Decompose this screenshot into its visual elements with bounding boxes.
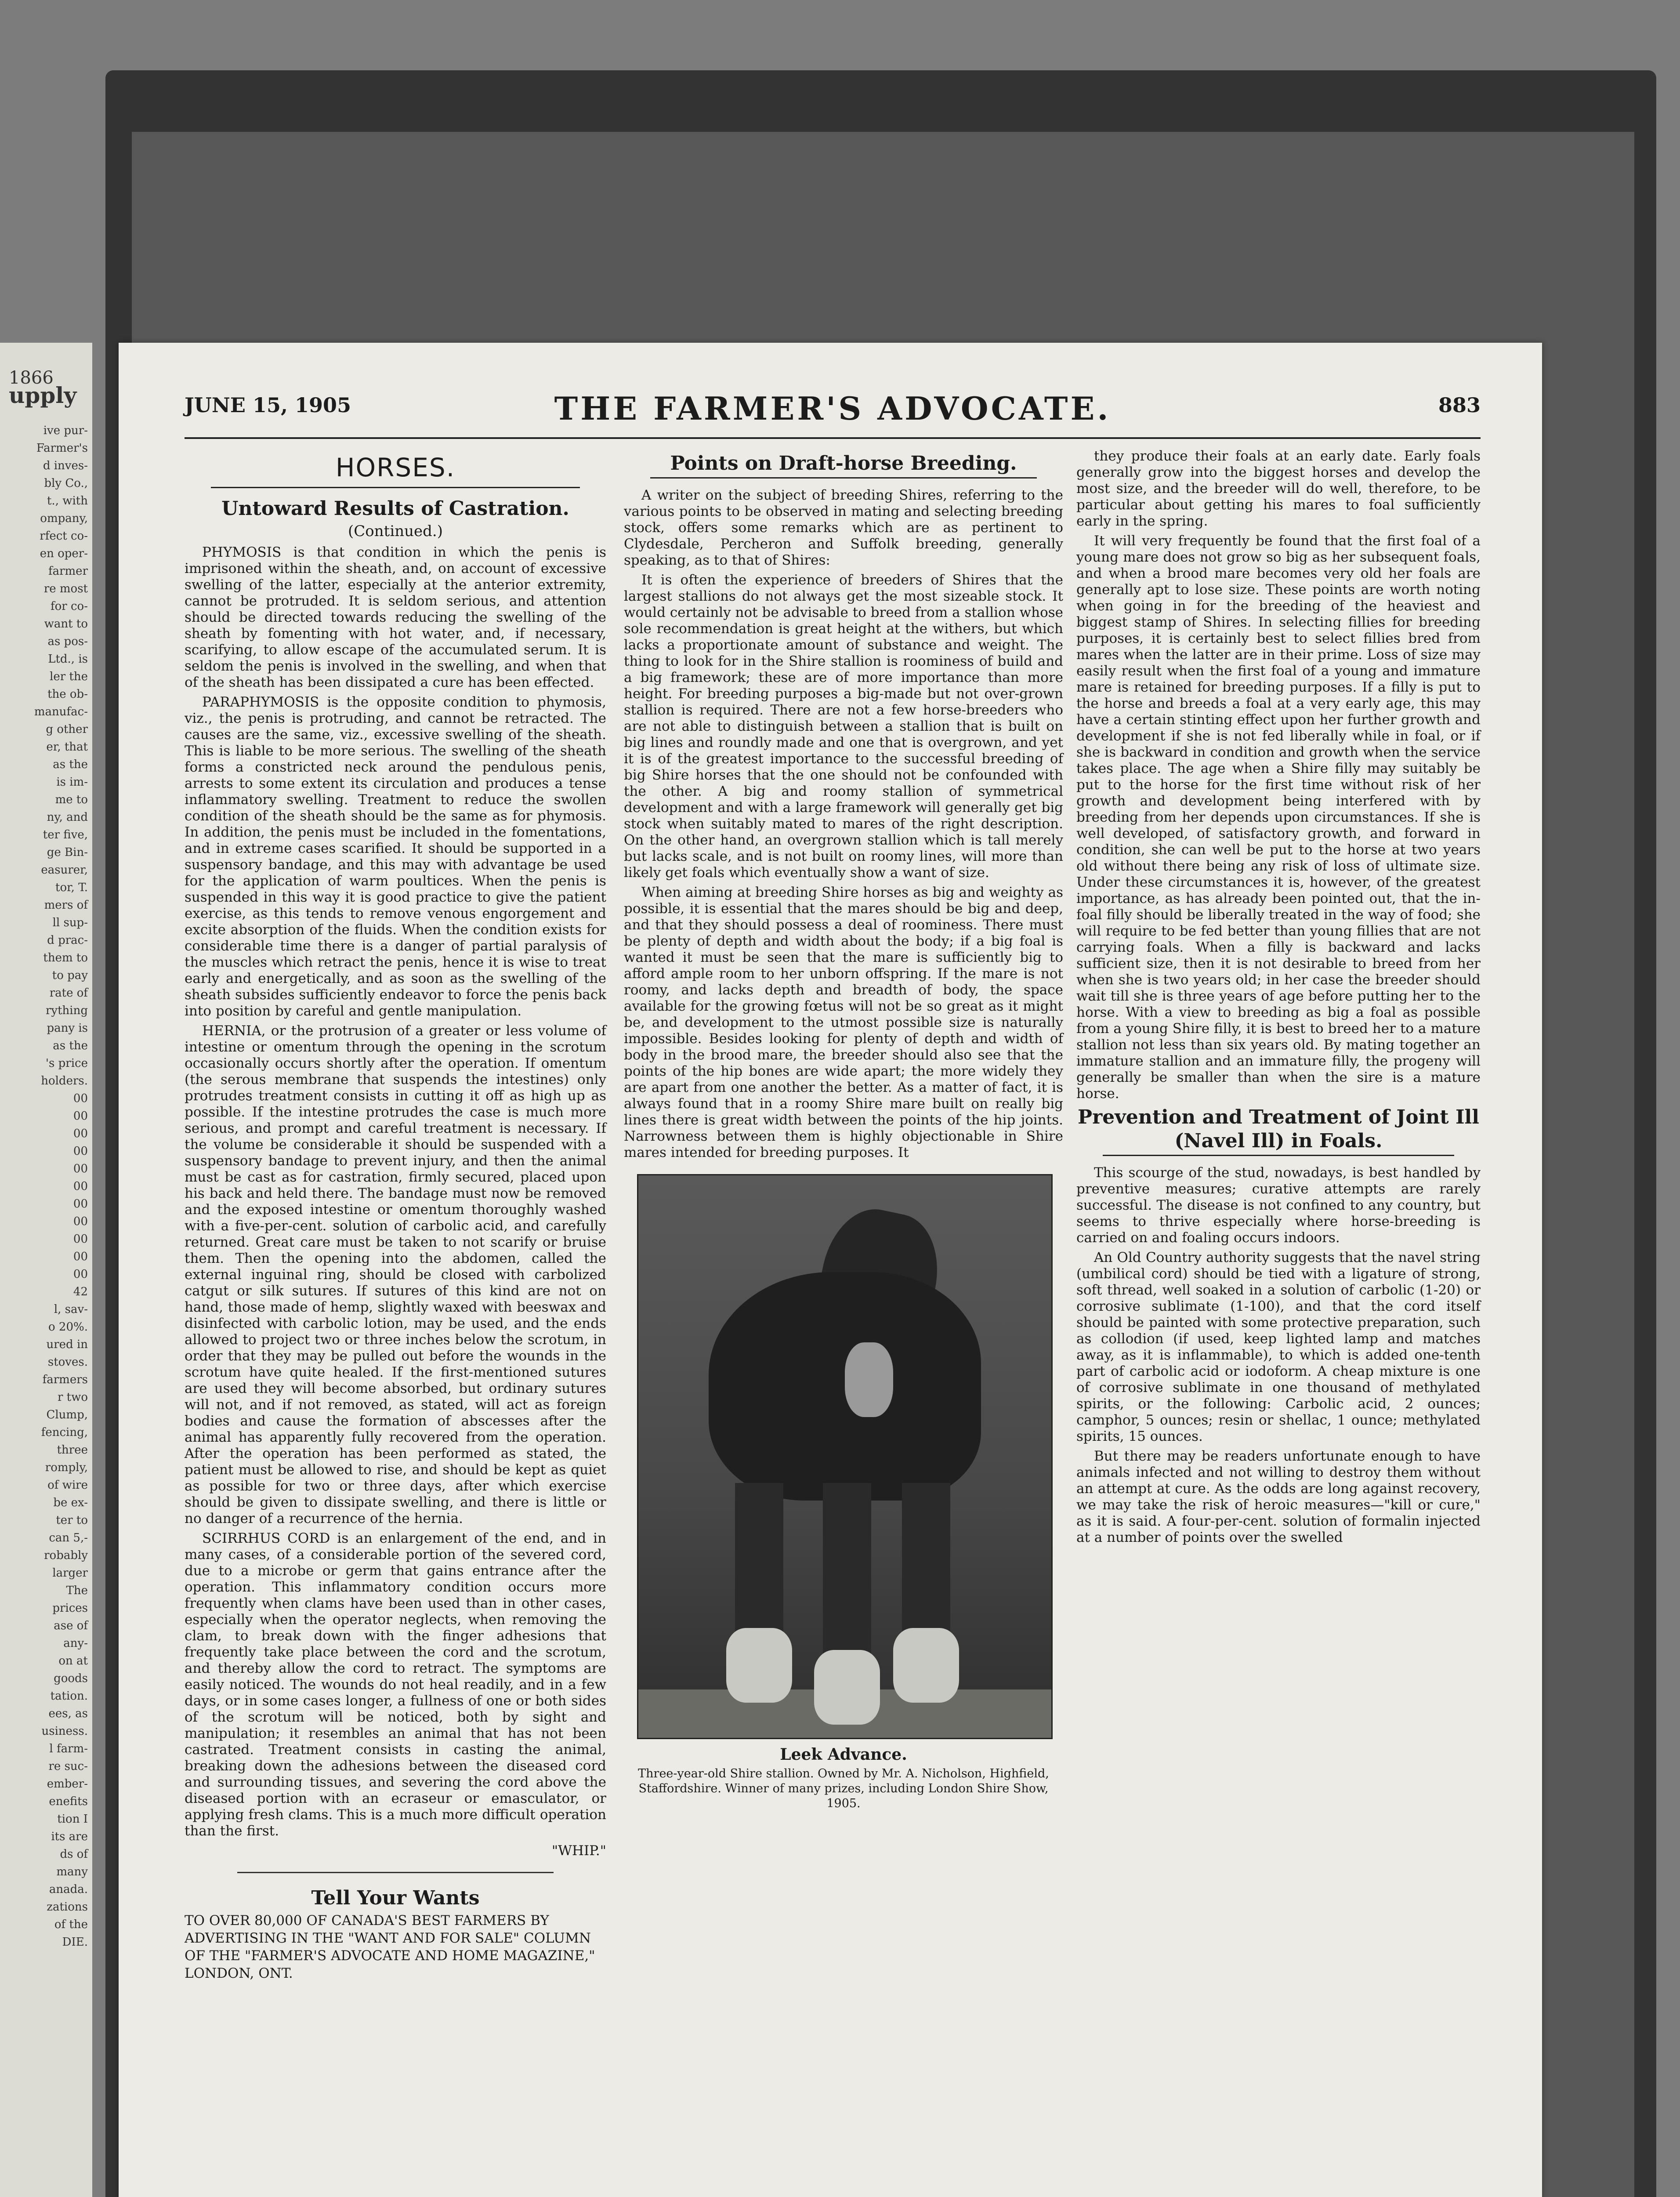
- adjacent-page-fragment: r two: [57, 1391, 88, 1404]
- masthead-title: THE FARMER'S ADVOCATE.: [554, 390, 1111, 427]
- paragraph-intro: A writer on the subject of breeding Shires, referring to the various points to be observed in mating and selecting breeding stock, offers some remarks which are as pertinent to Clydesdale, Percheron and Suffolk breeding, generally speaking, as to that of Shires:: [624, 487, 1063, 568]
- article-title-draft-breeding: Points on Draft-horse Breeding.: [670, 452, 1017, 475]
- adjacent-page-fragment: en oper-: [40, 547, 88, 560]
- adjacent-page-fragment: tion I: [57, 1813, 88, 1826]
- adjacent-page-fragment: ompany,: [40, 512, 88, 525]
- adjacent-page-fragment: zations: [47, 1900, 88, 1914]
- header-date: JUNE 15, 1905: [185, 393, 351, 417]
- adjacent-page-fragment: as the: [53, 758, 88, 771]
- adjacent-page-fragment: ge Bin-: [47, 846, 88, 859]
- paragraph-mares: When aiming at breeding Shire horses as big and weighty as possible, it is essential that the mares should be big and deep, and that they should possess a deal of roominess. There must be plenty of depth and width about the body; if a big foal is wanted it must be seen that the mare is sufficiently big to afford ample room to her unborn offspring. If the mare is not roomy, and lacks depth and breadth of body, the space available for the growing fœtus will not be so great as it might be, and development to the utmost possible size is naturally impossible. Besides looking for plenty of depth and width of body in the brood mare, the breeder should also see that the points of the hip bones are wide apart; the more widely they are apart from one another the better. As a matter of fact, it is always found that in a roomy Shire mare built on really big lines there is great width between the points of the hip joints. Narrowness between them is highly objectionable in Shire mares intended for breeding purposes. It: [624, 885, 1063, 1160]
- adjacent-page-fragment: mers of: [44, 899, 88, 912]
- newspaper-page: [119, 343, 1542, 2197]
- adjacent-page-fragment: manufac-: [34, 705, 88, 718]
- adjacent-page-fragment: Farmer's: [36, 442, 88, 455]
- adjacent-page-fragment: the ob-: [47, 688, 88, 701]
- adjacent-page-fragment: 00: [73, 1180, 88, 1193]
- adjacent-page-fragment: want to: [44, 617, 88, 631]
- paragraph-scirrhus-cord: SCIRRHUS CORD is an enlargement of the end, and in many cases, of a considerable portion of the severed cord, due to a microbe or germ that gains entrance after the operation. This inflammatory condition occurs more frequently when clams have been used than in other cases, especially when the operator neglects, when removing the clam, to break down with the finger adhesions that frequently take place between the cord and the scrotum, and thereby allow the cord to retract. The symptoms are easily noticed. The wounds do not heal readily, and in a few days, or in some cases longer, a fullness of one or both sides of the scrotum will be noticed, both by sight and manipulation; it resembles an animal that has not been castrated. Treatment consists in casting the animal, breaking down the adhesions between the diseased cord and surrounding tissues, and severing the cord above the diseased portion with an ecraseur or emasculator, or applying fresh clams. This is a much more difficult operation than the first.: [185, 1530, 606, 1839]
- adjacent-page-fragment: 00: [73, 1092, 88, 1105]
- paragraph-young-mares: It will very frequently be found that the first foal of a young mare does not grow so big as her subsequent foals, and when a brood mare becomes very old her foals are generally apt to lose size. These points are worth noting when going in for the breeding of the heaviest and biggest stamp of Shires. In selecting fillies for breeding purposes, it is certainly best to select fillies bred from mares when the latter are in their prime. Loss of size may easily result when the first foal of a young and immature mare is retained for breeding purposes. If a filly is put to the horse and breeds a foal at a very early age, this may have a certain stinting effect upon her further growth and development if she is not fed liberally while in foal, or if she is backward in condition and growth when the service takes place. The age when a Shire filly may suitably be put to the horse for the first time without risk of her growth and development being interfered with by breeding from her depends upon circumstances. If she is well developed, of satisfactory growth, and forward in condition, she can well be put to the horse at two years old without there being any risk of loss of ultimate size. Under these circumstances it is, however, of the greatest importance, as has already been pointed out, that the in-foal filly should be liberally treated in the way of food; she will require to be fed better than young fillies that are not carrying foals. When a filly is backward and lacks sufficient size, then it is not desirable to breed from her when she is two years old; in her case the breeder should wait till she is three years of age before putting her to the horse. With a view to breeding as big a foal as possible from a young Shire filly, it is best to breed her to a mature stallion not less than six years old. By mating together an immature stallion and an immature filly, the progeny will generally be smaller than when the sire is a mature horse.: [1076, 533, 1481, 1102]
- adjacent-page-fragment: usiness.: [41, 1725, 88, 1738]
- adjacent-page-fragment: 00: [73, 1250, 88, 1263]
- adjacent-page-fragment: rfect co-: [40, 529, 88, 543]
- adjacent-page-fragment: g other: [46, 723, 88, 736]
- adjacent-page-fragment: can 5,-: [49, 1531, 88, 1544]
- adjacent-page-fragment: is im-: [56, 776, 88, 789]
- adjacent-page-fragment: The: [66, 1584, 88, 1597]
- adjacent-page-fragment: ive pur-: [43, 424, 88, 437]
- paragraph-heroic-measures: But there may be readers unfortunate enough to have animals infected and not willing to destroy them without an attempt at cure. As the odds are long against recovery, we may take the risk of heroic measures—"kill or cure," as it is said. A four-per-cent. solution of formalin injected at a number of points over the swelled: [1076, 1448, 1481, 1545]
- header-rule: [185, 437, 1481, 439]
- adjacent-page-fragment: d inves-: [43, 459, 88, 472]
- ad-title: Tell Your Wants: [311, 1887, 480, 1909]
- column-horses: [185, 448, 606, 1982]
- section-title: HORSES.: [335, 453, 456, 482]
- adjacent-page-fragment: farmers: [42, 1373, 88, 1386]
- adjacent-page-fragment: l, sav-: [54, 1303, 88, 1316]
- section-rule: [211, 487, 580, 488]
- adjacent-page-fragment: ter five,: [43, 828, 88, 841]
- adjacent-page-fragment: re most: [43, 582, 88, 595]
- adjacent-page-fragment: 00: [73, 1127, 88, 1140]
- adjacent-page-fragment: me to: [55, 793, 88, 806]
- photo-title: Leek Advance.: [780, 1745, 907, 1764]
- adjacent-page-fragment: 00: [73, 1233, 88, 1246]
- article-signature: "WHIP.": [551, 1843, 606, 1859]
- adjacent-page-fragment: 00: [73, 1268, 88, 1281]
- paragraph-stallions: It is often the experience of breeders of Shires that the largest stallions do not always get the most sizeable stock. It would certainly not be advisable to breed from a stallion whose sole recommendation is great height at the withers, but which lacks a proportionate amount of substance and weight. The thing to look for in the Shire stallion is roominess of build and a big framework; these are of more importance than more height. For breeding purposes a big-made but not over-grown stallion is required. There are not a few horse-breeders who are not able to distinguish between a stallion that is built on big lines and roundly made and one that is overgrown, and yet it is of the greatest importance to the successful breeding of big Shire horses that the one should not be confounded with the other. A big and roomy stallion of symmetrical development and with a large framework will generally get big stock when suitably mated to mares of the right description. On the other hand, an overgrown stallion which is tall merely but lacks scale, and is not built on roomy lines, will more than likely get foals which eventually show a want of size.: [624, 572, 1063, 881]
- adjacent-page-fragment: be ex-: [53, 1496, 88, 1509]
- adjacent-page-fragment: robably: [44, 1549, 88, 1562]
- paragraph-scourge: This scourge of the stud, nowadays, is best handled by preventive measures; curative attempts are rarely successful. The disease is not confined to any country, but seems to thrive especially where horse-breeding is carried on and foaling occurs indoors.: [1076, 1165, 1481, 1246]
- adjacent-page-fragment: ll sup-: [52, 916, 88, 929]
- adjacent-page-fragment: as the: [53, 1039, 88, 1052]
- adjacent-page-fragment: t., with: [47, 494, 88, 508]
- adjacent-page-fragment: of the: [54, 1918, 88, 1931]
- paragraph-early-foals: they produce their foals at an early date. Early foals generally grow into the biggest horses and develop the most size, and the breeder will do well, therefore, to be particular about getting his mares to foal sufficiently early in the spring.: [1076, 448, 1481, 529]
- adjacent-page-fragment: Ltd., is: [48, 653, 88, 666]
- adjacent-page-fragment: DIE.: [62, 1936, 88, 1949]
- adjacent-page-fragment: for co-: [51, 600, 88, 613]
- adjacent-page-strip: [0, 343, 92, 2197]
- adjacent-page-fragment: stoves.: [47, 1356, 88, 1369]
- adjacent-page-fragment: Clump,: [46, 1408, 88, 1421]
- adjacent-page-fragment: 00: [73, 1162, 88, 1175]
- separator-rule: [237, 1872, 554, 1873]
- adjacent-page-fragment: d prac-: [47, 934, 88, 947]
- paragraph-navel-string: An Old Country authority suggests that the navel string (umbilical cord) should be tied with a ligature of strong, soft thread, well soaked in a solution of carbolic (1-20) or corrosive sublimate (1-100), and that the cord itself should be painted with some protective preparation, such as collodion (if used, keep lighted lamp and matches away, as it is inflammable), to which is added one-tenth part of carbolic acid or iodoform. A cheap mixture is one of corrosive sublimate in one thousand of methylated spirits, or the following: Carbolic acid, 2 ounces; camphor, 5 ounces; resin or shellac, 1 ounce; methylated spirits, 15 ounces.: [1076, 1250, 1481, 1444]
- adjacent-page-fragment: them to: [43, 951, 88, 964]
- adjacent-page-fragment: tor, T.: [55, 881, 88, 894]
- page-number: 883: [1438, 393, 1481, 417]
- adjacent-page-fragment: o 20%.: [48, 1320, 88, 1334]
- adjacent-page-fragment: 00: [73, 1197, 88, 1211]
- adjacent-page-fragment: prices: [52, 1602, 88, 1615]
- adjacent-page-fragment: ter to: [56, 1514, 88, 1527]
- adjacent-page-fragment: ler the: [50, 670, 88, 683]
- paragraph-hernia: HERNIA, or the protrusion of a greater or less volume of intestine or omentum through the opening in the scrotum occasionally occurs shortly after the operation. If omentum (the serous membrane that suspends the intestines) only protrudes treatment consists in cutting it off as high up as possible. If the intestine protrudes the case is much more serious, and prompt and careful treatment is necessary. If the volume be considerable it should be suspended with a suspensory bandage to prevent injury, and then the animal must be cast as for castration, firmly secured, placed upon his back and held there. The bandage must now be removed and the exposed intestine or omentum thoroughly washed with a five-per-cent. solution of carbolic acid, and carefully returned. Great care must be taken to not scarify or bruise them. Then the opening into the abdomen, called the external inguinal ring, should be closed with carbolized catgut or silk sutures. If sutures of this kind are not on hand, those made of hemp, slightly waxed with beeswax and disinfected with carbolic lotion, may be used, and the ends allowed to project two or three inches below the scrotum, in order that they may be pulled out before the wounds in the scrotum have quite healed. If the first-mentioned sutures are used they will become absorbed, but ordinary sutures will not, and if not removed, as stated, will act as foreign bodies and cause the formation of abscesses after the animal has apparently fully recovered from the operation. After the operation has been performed as stated, the patient must be allowed to rise, and should be kept as quiet as possible for two or three days, after which exercise should be given to dissipate swelling, and there is little or no danger of a recurrence of the hernia.: [185, 1023, 606, 1526]
- adjacent-page-fragment: any-: [63, 1637, 88, 1650]
- adjacent-page-fragment: goods: [54, 1672, 88, 1685]
- adjacent-page-fragment: three: [57, 1443, 88, 1457]
- adjacent-page-fragment: easurer,: [41, 863, 88, 877]
- adjacent-page-fragment: ured in: [46, 1338, 88, 1351]
- horse-photograph: [637, 1174, 1053, 1739]
- article-subtitle: (Continued.): [348, 522, 443, 540]
- adjacent-page-fragment: its are: [51, 1830, 88, 1843]
- column-foals: [1076, 448, 1481, 1549]
- adjacent-page-fragment: pany is: [47, 1022, 88, 1035]
- adjacent-page-fragment: enefits: [49, 1795, 88, 1808]
- adjacent-page-fragments: [0, 422, 92, 1951]
- adjacent-page-fragment: holders.: [41, 1074, 88, 1088]
- article-title-joint-ill: Prevention and Treatment of Joint Ill (Navel Ill) in Foals.: [1078, 1106, 1479, 1152]
- adjacent-page-fragment: to pay: [52, 969, 88, 982]
- ad-text: TO OVER 80,000 OF CANADA'S BEST FARMERS BY ADVERTISING IN THE "WANT AND FOR SALE" COLUMN OF THE "FARMER'S ADVOCATE AND HOME MAGAZINE," LONDON, ONT.: [185, 1913, 595, 1981]
- adjacent-page-fragment: bly Co.,: [44, 477, 88, 490]
- adjacent-page-fragment: rything: [45, 1004, 88, 1017]
- title-rule: [650, 477, 1037, 479]
- adjacent-page-heading: upply: [9, 382, 77, 408]
- adjacent-page-fragment: ds of: [60, 1848, 88, 1861]
- adjacent-page-fragment: of wire: [47, 1479, 88, 1492]
- adjacent-page-fragment: as pos-: [47, 635, 88, 648]
- paragraph-paraphymosis: PARAPHYMOSIS is the opposite condition to phymosis, viz., the penis is protruding, and cannot be retracted. The causes are the same, viz., excessive swelling of the sheath. This is liable to be more serious. The swelling of the sheath forms a constricted neck around the pendulous penis, arrests to some extent its circulation and produces a tense inflammatory swelling. Treatment to reduce the swollen condition of the sheath should be the same as for phymosis. In addition, the penis must be included in the fomentations, and in extreme cases scarified. It should be supported in a suspensory bandage, and this may with advantage be used for the application of warm poultices. When the penis is suspended in this way it is good practice to give the patient exercise, as this tends to remove venous engorgement and excite absorption of the fluids. When the condition exists for considerable time there is a danger of partial paralysis of the muscles which retract the penis, hence it is wise to treat early and energetically, and as soon as the swelling of the sheath subsides sufficiently endeavor to force the penis back into position by careful and gentle manipulation.: [185, 694, 606, 1019]
- adjacent-page-fragment: rate of: [49, 986, 88, 1000]
- photo-caption: Three-year-old Shire stallion. Owned by Mr. A. Nicholson, Highfield, Staffordshire. Winner of many prizes, including London Shire Show, 1905.: [638, 1767, 1049, 1810]
- adjacent-page-fragment: 00: [73, 1215, 88, 1228]
- adjacent-page-fragment: tation.: [50, 1689, 88, 1703]
- page-header: [185, 390, 1481, 433]
- adjacent-page-number: 1866: [9, 368, 54, 388]
- adjacent-page-fragment: ees, as: [48, 1707, 88, 1720]
- adjacent-page-fragment: ny, and: [47, 811, 88, 824]
- adjacent-page-fragment: 's price: [45, 1057, 88, 1070]
- adjacent-page-fragment: fencing,: [41, 1426, 88, 1439]
- adjacent-page-fragment: er, that: [46, 740, 88, 754]
- adjacent-page-fragment: ember-: [47, 1777, 88, 1791]
- title-rule: [1103, 1155, 1454, 1156]
- adjacent-page-fragment: re suc-: [48, 1760, 88, 1773]
- adjacent-page-fragment: farmer: [48, 565, 88, 578]
- adjacent-page-fragment: 00: [73, 1109, 88, 1123]
- article-title-castration: Untoward Results of Castration.: [221, 497, 569, 520]
- adjacent-page-fragment: many: [56, 1865, 88, 1878]
- adjacent-page-fragment: l farm-: [49, 1742, 88, 1755]
- adjacent-page-fragment: 00: [73, 1145, 88, 1158]
- adjacent-page-fragment: ase of: [54, 1619, 88, 1632]
- paragraph-phymosis: PHYMOSIS is that condition in which the penis is imprisoned within the sheath, and, on account of excessive swelling of the latter, especially at the anterior extremity, cannot be protruded. It is seldom serious, and attention should be directed towards reducing the swelling of the sheath by fomenting with hot water, and, if necessary, scarifying, to allow escape of the accumulated serum. It is seldom the penis is involved in the swelling, and when that of the sheath has been dissipated a cure has been effected.: [185, 544, 606, 690]
- adjacent-page-fragment: larger: [52, 1566, 88, 1580]
- adjacent-page-fragment: on at: [58, 1654, 88, 1668]
- adjacent-page-fragment: anada.: [49, 1883, 88, 1896]
- adjacent-page-fragment: romply,: [45, 1461, 88, 1474]
- column-breeding: [624, 448, 1063, 1821]
- adjacent-page-fragment: 42: [73, 1285, 88, 1298]
